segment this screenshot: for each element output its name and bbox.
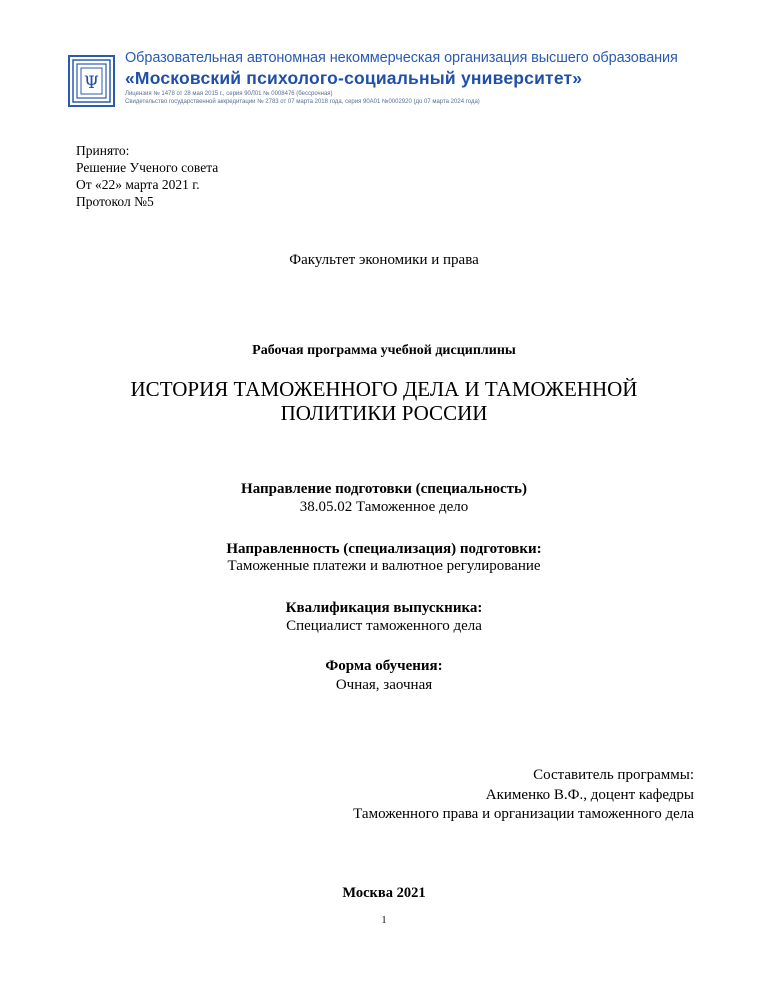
specialty-heading: Направление подготовки (специальность): [241, 481, 527, 497]
discipline-title: [0, 377, 768, 425]
specialization-value: Таможенные платежи и валютное регулирование: [227, 558, 541, 574]
approval-protocol: Протокол №5: [76, 194, 154, 209]
accreditation-line: Свидетельство государственной аккредитации № 2783 от 07 марта 2018 года, серия 90А01 №0002920 (до 07 марта 2024 года): [125, 99, 480, 105]
svg-text:Ψ: Ψ: [84, 73, 99, 93]
university-name: «Московский психолого-социальный университет»: [125, 68, 583, 88]
university-header: [68, 50, 708, 116]
approval-block: [76, 142, 218, 210]
study-form-value: Очная, заочная: [335, 677, 433, 693]
approval-date: От «22» марта 2021 г.: [76, 177, 200, 192]
faculty-name: Факультет экономики и права: [289, 252, 479, 268]
org-type-line: Образовательная автономная некоммерческая организация высшего образования: [125, 50, 678, 66]
discipline-title-line2: ПОЛИТИКИ РОССИИ: [280, 401, 488, 425]
composer-department: Таможенного права и организации таможенного дела: [353, 806, 694, 822]
psi-logo-icon: [68, 55, 115, 107]
qualification-heading: Квалификация выпускника:: [285, 600, 483, 616]
composer-block: [353, 766, 694, 825]
specialization-heading: Направленность (специализация) подготовки:: [226, 541, 542, 557]
composer-name: Акименко В.Ф., доцент кафедры: [485, 786, 694, 803]
qualification-value: Специалист таможенного дела: [286, 618, 482, 634]
page-number: 1: [381, 915, 387, 926]
study-form-heading: Форма обучения:: [325, 658, 443, 674]
program-heading: Рабочая программа учебной дисциплины: [252, 343, 516, 358]
specialty-value: 38.05.02 Таможенное дело: [299, 499, 469, 515]
city-year: Москва 2021: [342, 885, 426, 901]
composer-label: Составитель программы:: [533, 767, 694, 783]
discipline-title-line1: ИСТОРИЯ ТАМОЖЕННОГО ДЕЛА И ТАМОЖЕННОЙ: [130, 377, 638, 401]
license-line: Лицензия № 1478 от 28 мая 2015 г., серия 90Л01 № 0008476 (бессрочная): [125, 91, 333, 97]
approval-decision: Решение Ученого совета: [76, 160, 219, 175]
approval-label: Принято:: [76, 143, 130, 158]
